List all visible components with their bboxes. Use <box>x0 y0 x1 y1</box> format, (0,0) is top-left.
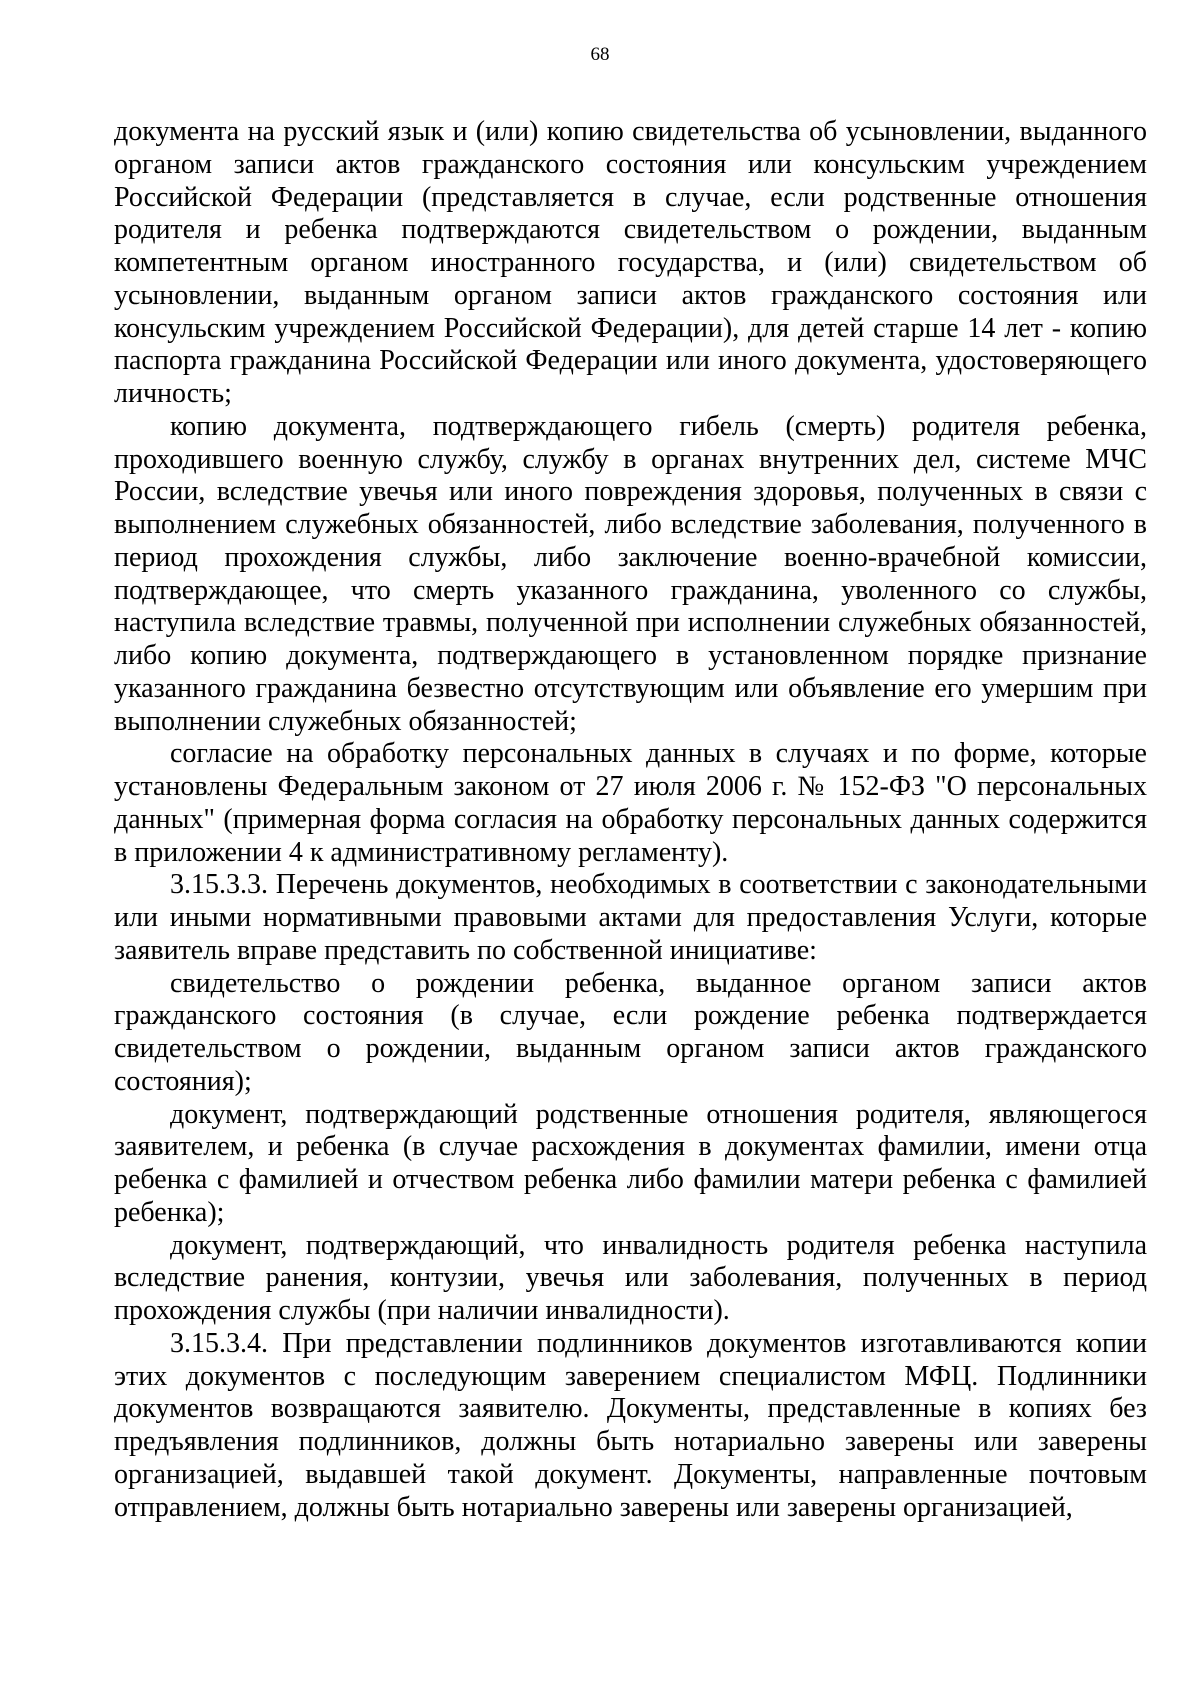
paragraph-continuation: документа на русский язык и (или) копию свидетельства об усыновлении, выданного органом записи актов гражданского состояния или консульским учреждением Российской Федерации (представляется в случае, если родственные отношения родителя и ребенка подтверждаются свидетельством о рождении, выданным компетентным органом иностранного государства, и (или) свидетельством об усыновлении, выданным органом записи актов гражданского состояния или консульским учреждением Российской Федерации), для детей старше 14 лет - копию паспорта гражданина Российской Федерации или иного документа, удостоверяющего личность; <box>114 116 1147 409</box>
paragraph-disability-document: документ, подтверждающий, что инвалидность родителя ребенка наступила вследствие ранения, контузии, увечья или заболевания, полученных в период прохождения службы (при наличии инвалидности). <box>114 1229 1147 1326</box>
document-body <box>114 116 1147 1524</box>
paragraph-3-15-3-3: 3.15.3.3. Перечень документов, необходимых в соответствии с законодательными или иными нормативными правовыми актами для предоставления Услуги, которые заявитель вправе представить по собственной инициативе: <box>114 869 1147 966</box>
paragraph-personal-data-consent: согласие на обработку персональных данных в случаях и по форме, которые установлены Федеральным законом от 27 июля 2006 г. № 152-ФЗ "О персональных данных" (примерная форма согласия на обработку персональных данных содержится в приложении 4 к административному регламенту). <box>114 738 1147 868</box>
paragraph-birth-certificate: свидетельство о рождении ребенка, выданное органом записи актов гражданского состояния (в случае, если рождение ребенка подтверждается свидетельством о рождении, выданным органом записи актов гражданского состояния); <box>114 967 1147 1097</box>
paragraph-3-15-3-4: 3.15.3.4. При представлении подлинников документов изготавливаются копии этих документов с последующим заверением специалистом МФЦ. Подлинники документов возвращаются заявителю. Документы, представленные в копиях без предъявления подлинников, должны быть нотариально заверены или заверены организацией, выдавшей такой документ. Документы, направленные почтовым отправлением, должны быть нотариально заверены или заверены организацией, <box>114 1327 1147 1523</box>
paragraph-kinship-document: документ, подтверждающий родственные отношения родителя, являющегося заявителем, и ребенка (в случае расхождения в документах фамилии, имени отца ребенка с фамилией и отчеством ребенка либо фамилии матери ребенка с фамилией ребенка); <box>114 1098 1147 1228</box>
paragraph-death-document: копию документа, подтверждающего гибель (смерть) родителя ребенка, проходившего военную службу, службу в органах внутренних дел, системе МЧС России, вследствие увечья или иного повреждения здоровья, полученных в связи с выполнением служебных обязанностей, либо вследствие заболевания, полученного в период прохождения службы, либо заключение военно-врачебной комиссии, подтверждающее, что смерть указанного гражданина, уволенного со службы, наступила вследствие травмы, полученной при исполнении служебных обязанностей, либо копию документа, подтверждающего в установленном порядке признание указанного гражданина безвестно отсутствующим или объявление его умершим при выполнении служебных обязанностей; <box>114 410 1147 737</box>
page-number: 68 <box>590 44 610 65</box>
